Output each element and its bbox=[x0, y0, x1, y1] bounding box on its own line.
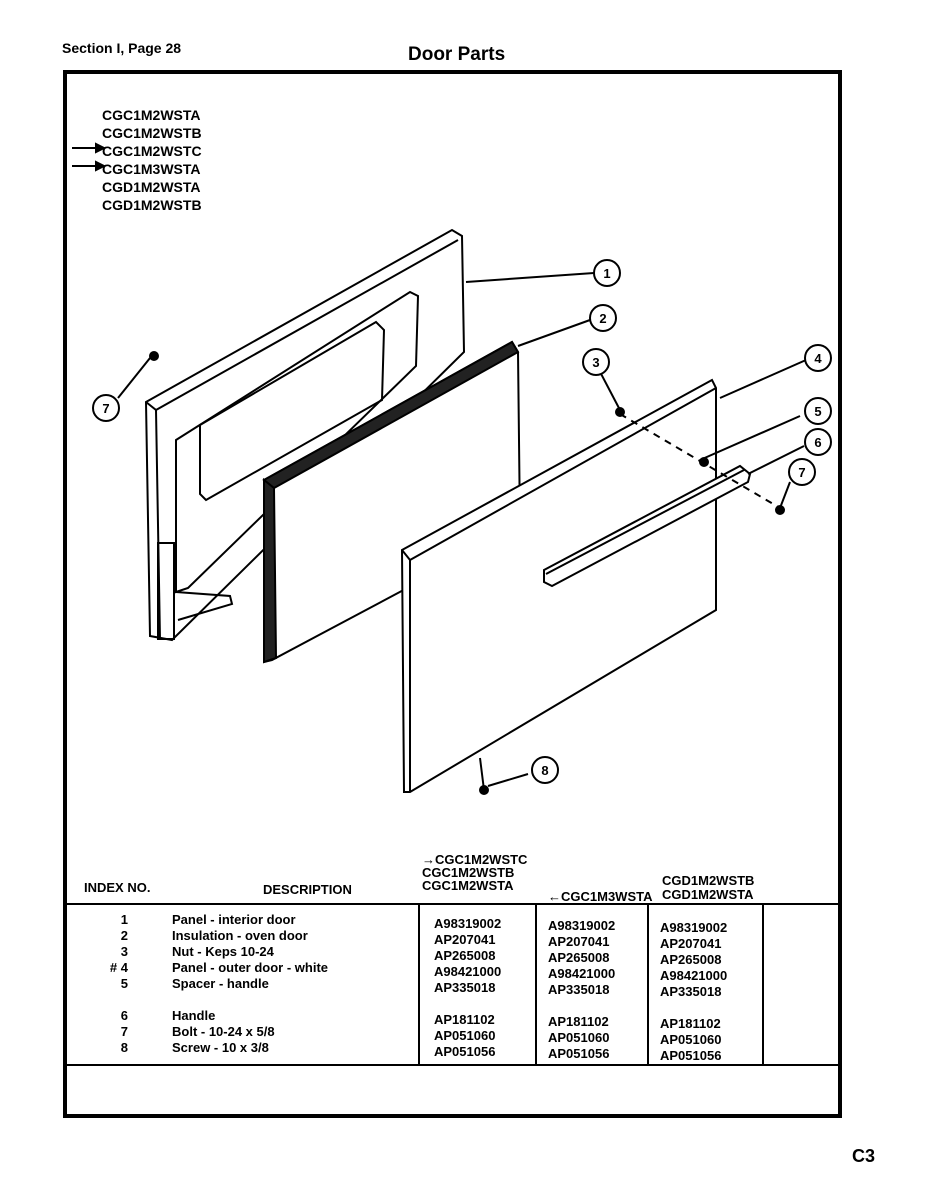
table-cell-part-number: AP207041 bbox=[548, 934, 610, 949]
table-cell-part-number: AP181102 bbox=[434, 1012, 495, 1027]
table-cell-part-number: AP051060 bbox=[548, 1030, 610, 1045]
table-cell-part-number: AP335018 bbox=[434, 980, 496, 995]
model-header-line: CGD1M2WSTA bbox=[662, 887, 754, 902]
part-number-column-2 bbox=[548, 918, 615, 1062]
table-cell-index: 1 bbox=[120, 912, 128, 927]
table-cell-index: 7 bbox=[120, 1024, 128, 1039]
model-list bbox=[102, 106, 202, 214]
callout-8 bbox=[532, 757, 558, 783]
table-cell-part-number: AP051056 bbox=[434, 1044, 496, 1059]
svg-text:7: 7 bbox=[798, 465, 806, 480]
table-cell-part-number: AP181102 bbox=[660, 1016, 721, 1031]
table-cell-index: 6 bbox=[120, 1008, 128, 1023]
column-divider bbox=[535, 905, 537, 1064]
model-number: CGC1M3WSTA bbox=[102, 161, 201, 177]
model-column-3-header bbox=[662, 874, 754, 902]
table-cell-part-number: A98319002 bbox=[660, 920, 728, 935]
index-column bbox=[96, 912, 128, 1056]
table-cell-index: 3 bbox=[120, 944, 128, 959]
model-number: CGC1M2WSTB bbox=[102, 125, 202, 141]
svg-text:7: 7 bbox=[102, 401, 110, 416]
table-cell-part-number: AP051056 bbox=[548, 1046, 610, 1061]
model-header-line: CGD1M2WSTB bbox=[662, 873, 755, 888]
model-number: CGC1M2WSTC bbox=[102, 143, 202, 159]
table-cell-part-number: AP207041 bbox=[660, 936, 722, 951]
table-cell-part-number: AP051060 bbox=[434, 1028, 496, 1043]
table-cell-description: Screw - 10 x 3/8 bbox=[172, 1040, 269, 1055]
svg-text:2: 2 bbox=[599, 311, 607, 326]
table-cell-description: Panel - interior door bbox=[172, 912, 296, 927]
table-cell-part-number: AP207041 bbox=[434, 932, 496, 947]
callout-1 bbox=[594, 260, 620, 286]
callout-7-right bbox=[789, 459, 815, 485]
table-cell-part-number: AP265008 bbox=[548, 950, 610, 965]
table-cell-part-number: AP265008 bbox=[660, 952, 722, 967]
table-cell-index: 5 bbox=[120, 976, 128, 991]
callout-4 bbox=[805, 345, 831, 371]
callout-3 bbox=[583, 349, 609, 375]
index-no-header: INDEX NO. bbox=[84, 880, 151, 895]
table-cell-part-number: AP181102 bbox=[548, 1014, 609, 1029]
svg-text:5: 5 bbox=[814, 404, 822, 419]
table-cell-description: Nut - Keps 10-24 bbox=[172, 944, 274, 959]
table-cell-part-number: AP051056 bbox=[660, 1048, 722, 1063]
callout-7-left bbox=[93, 395, 119, 421]
svg-text:4: 4 bbox=[814, 351, 822, 366]
description-header: DESCRIPTION bbox=[263, 882, 352, 897]
table-cell-index: 2 bbox=[120, 928, 128, 943]
table-cell-part-number: AP265008 bbox=[434, 948, 496, 963]
table-cell-part-number: A98421000 bbox=[548, 966, 616, 981]
page-code: C3 bbox=[852, 1146, 876, 1166]
table-cell-description: Bolt - 10-24 x 5/8 bbox=[172, 1024, 275, 1039]
svg-text:1: 1 bbox=[603, 266, 611, 281]
column-divider bbox=[418, 905, 420, 1064]
model-header-line: CGC1M2WSTB bbox=[422, 865, 515, 880]
part-number-column-1 bbox=[434, 916, 501, 1060]
table-cell-description: Spacer - handle bbox=[172, 976, 269, 991]
table-cell-index: # 4 bbox=[109, 960, 128, 975]
table-cell-part-number: AP051060 bbox=[660, 1032, 722, 1047]
part-number-column-3 bbox=[660, 920, 727, 1064]
callout-2 bbox=[590, 305, 616, 331]
table-cell-part-number: A98421000 bbox=[660, 968, 728, 983]
table-cell-part-number: A98319002 bbox=[548, 918, 616, 933]
model-column-2-header: ←CGC1M3WSTA bbox=[548, 889, 653, 904]
table-cell-description: Insulation - oven door bbox=[172, 928, 308, 943]
table-cell-description: Panel - outer door - white bbox=[172, 960, 329, 975]
model-number: CGD1M2WSTA bbox=[102, 179, 201, 195]
table-cell-part-number: AP335018 bbox=[548, 982, 610, 997]
model-column-1-header bbox=[422, 853, 527, 892]
table-cell-description: Handle bbox=[172, 1008, 216, 1023]
table-cell-part-number: A98319002 bbox=[434, 916, 502, 931]
page-title: Door Parts bbox=[408, 44, 506, 65]
table-cell-part-number: AP335018 bbox=[660, 984, 722, 999]
table-cell-index: 8 bbox=[120, 1040, 128, 1055]
model-header-line: CGC1M2WSTA bbox=[422, 878, 514, 893]
section-page-label: Section I, Page 28 bbox=[62, 40, 182, 56]
model-number: CGC1M2WSTA bbox=[102, 107, 201, 123]
description-column bbox=[172, 912, 328, 1056]
model-number: CGD1M2WSTB bbox=[102, 197, 202, 213]
callout-5 bbox=[805, 398, 831, 424]
column-divider bbox=[762, 905, 764, 1064]
svg-text:3: 3 bbox=[592, 355, 600, 370]
svg-text:8: 8 bbox=[541, 763, 549, 778]
svg-text:6: 6 bbox=[814, 435, 822, 450]
callout-6 bbox=[805, 429, 831, 455]
table-cell-part-number: A98421000 bbox=[434, 964, 502, 979]
model-header-line: →CGC1M2WSTC bbox=[422, 852, 528, 867]
column-divider bbox=[647, 905, 649, 1064]
